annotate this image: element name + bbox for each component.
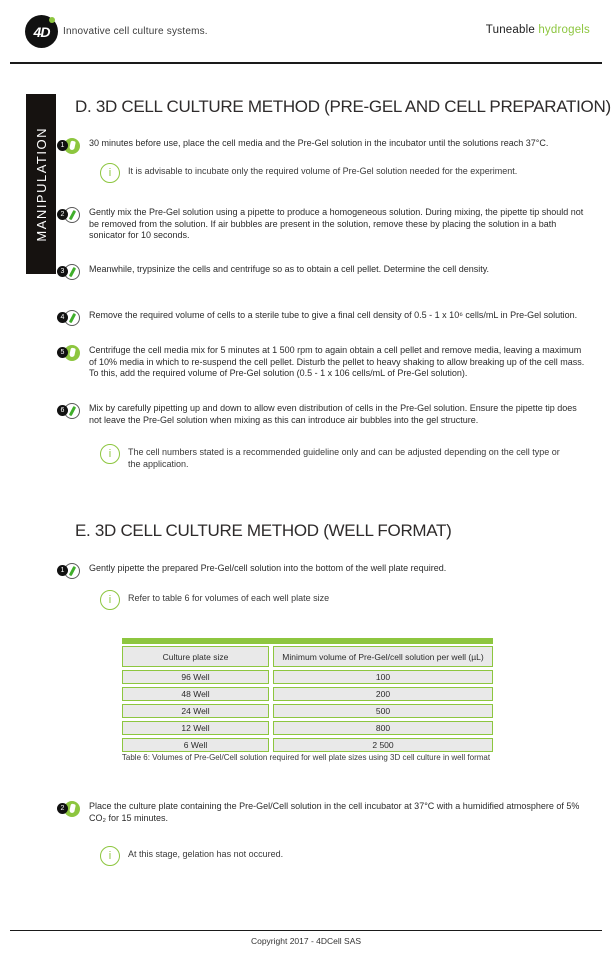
sidebar-section-label: MANIPULATION — [33, 126, 49, 242]
step-d1 — [57, 138, 588, 156]
info-icon: i — [100, 846, 120, 866]
step-e2-text: Place the culture plate containing the Pre-Gel/Cell solution in the cell incubator at 37°C with a humidified atmosphere of 5% CO₂ for 15 minutes. — [89, 801, 580, 823]
info-note-e1-text: Refer to table 6 for volumes of each well plate size — [128, 593, 330, 603]
table-cell: 12 Well — [122, 721, 269, 736]
info-note-d2-text: The cell numbers stated is a recommended guideline only and can be adjusted depending on the cell type or the application. — [128, 447, 560, 469]
product-name-black: Tuneable — [485, 24, 539, 36]
info-note-e1 — [100, 590, 568, 610]
table-row — [122, 704, 493, 719]
step-d1-text: 30 minutes before use, place the cell media and the Pre-Gel solution in the incubator until the solutions reach 37°C. — [89, 138, 549, 148]
info-note-d1-text: It is advisable to incubate only the required volume of Pre-Gel solution needed for the experiment. — [128, 166, 518, 176]
info-icon: i — [100, 444, 120, 464]
step-d3-marker — [57, 264, 89, 282]
step-number-badge: 5 — [57, 347, 68, 358]
table-row — [122, 721, 493, 736]
table-cell: 96 Well — [122, 670, 269, 685]
table-top-bar — [122, 638, 493, 644]
info-note-d1 — [100, 163, 568, 183]
step-number-badge: 1 — [57, 565, 68, 576]
step-number-badge: 2 — [57, 803, 68, 814]
step-e2 — [57, 801, 588, 824]
table-cell: 24 Well — [122, 704, 269, 719]
step-d2-text: Gently mix the Pre-Gel solution using a pipette to produce a homogeneous solution. During mixing, the pipette tip should not be removed from the solution. If air bubbles are present in the solution, remove these by placing the solution in a bath sonicator for 10 seconds. — [89, 207, 584, 240]
step-d4 — [57, 310, 588, 328]
step-d1-marker — [57, 138, 89, 156]
copyright-text: Copyright 2017 - 4DCell SAS — [250, 936, 362, 946]
step-d6 — [57, 403, 588, 426]
step-d5 — [57, 345, 588, 380]
step-number-badge: 2 — [57, 209, 68, 220]
product-name — [486, 24, 590, 36]
step-d2 — [57, 207, 588, 242]
table-cell: 800 — [273, 721, 493, 736]
table-header-min-volume: Minimum volume of Pre-Gel/cell solution per well (µL) — [273, 646, 493, 667]
step-e1-marker — [57, 563, 89, 581]
table-cell: 2 500 — [273, 738, 493, 753]
table-header-plate-size: Culture plate size — [122, 646, 269, 667]
footer-divider — [10, 930, 602, 931]
info-icon: i — [100, 590, 120, 610]
product-name-green: hydrogels — [538, 24, 590, 36]
step-d2-marker — [57, 207, 89, 225]
table-cell: 48 Well — [122, 687, 269, 702]
table-header-row — [122, 646, 493, 667]
step-d4-marker — [57, 310, 89, 328]
info-note-e2 — [100, 846, 568, 866]
step-e1 — [57, 563, 588, 581]
section-e-title: E. 3D CELL CULTURE METHOD (WELL FORMAT) — [75, 521, 452, 540]
step-e1-text: Gently pipette the prepared Pre-Gel/cell solution into the bottom of the well plate required. — [89, 563, 447, 573]
step-e2-marker — [57, 801, 89, 819]
step-number-badge: 6 — [57, 405, 68, 416]
step-d6-marker — [57, 403, 89, 421]
info-icon: i — [100, 163, 120, 183]
step-d3 — [57, 264, 588, 282]
info-note-d2 — [100, 444, 568, 470]
info-note-e2-text: At this stage, gelation has not occured. — [128, 849, 284, 859]
section-d-title: D. 3D CELL CULTURE METHOD (PRE-GEL AND CELL PREPARATION) — [75, 97, 611, 116]
table-row — [122, 687, 493, 702]
header-divider — [10, 62, 602, 64]
step-number-badge: 1 — [57, 140, 68, 151]
step-number-badge: 4 — [57, 312, 68, 323]
table-cell: 6 Well — [122, 738, 269, 753]
logo-green-dot-icon — [49, 17, 55, 23]
table-cell: 500 — [273, 704, 493, 719]
table-caption: Table 6: Volumes of Pre-Gel/Cell solution required for well plate sizes using 3D cell culture in well format — [121, 753, 491, 762]
table-row — [122, 738, 493, 753]
step-d4-text: Remove the required volume of cells to a sterile tube to give a final cell density of 0.5 - 1 x 10⁶ cells/mL in Pre-Gel solution. — [89, 310, 578, 320]
step-d5-text: Centrifuge the cell media mix for 5 minutes at 1 500 rpm to again obtain a cell pellet and remove media, leaving a maximum of 10% media in which to re-suspend the cell pellet. Disturb the pellet to heavy shaking to allow breaking up of the cell mass. To this, add the required volume of Pre-Gel solution (0.5 - 1 x 106 cells/mL of Pre-Gel solution). — [89, 345, 585, 378]
table-cell: 200 — [273, 687, 493, 702]
company-tagline: Innovative cell culture systems. — [63, 26, 208, 37]
sidebar-section-tab — [26, 94, 56, 274]
step-d3-text: Meanwhile, trypsinize the cells and centrifuge so as to obtain a cell pellet. Determine the cell density. — [89, 264, 490, 274]
step-d6-text: Mix by carefully pipetting up and down to allow even distribution of cells in the Pre-Gel solution. Ensure the pipette tip does not leave the Pre-Gel solution when mixing as this can introduce air bubbles into the gel structure. — [89, 403, 577, 425]
step-number-badge: 3 — [57, 266, 68, 277]
well-volume-table — [122, 638, 493, 755]
logo-text: 4D — [33, 23, 50, 40]
step-d5-marker — [57, 345, 89, 363]
table-row — [122, 670, 493, 685]
table-cell: 100 — [273, 670, 493, 685]
